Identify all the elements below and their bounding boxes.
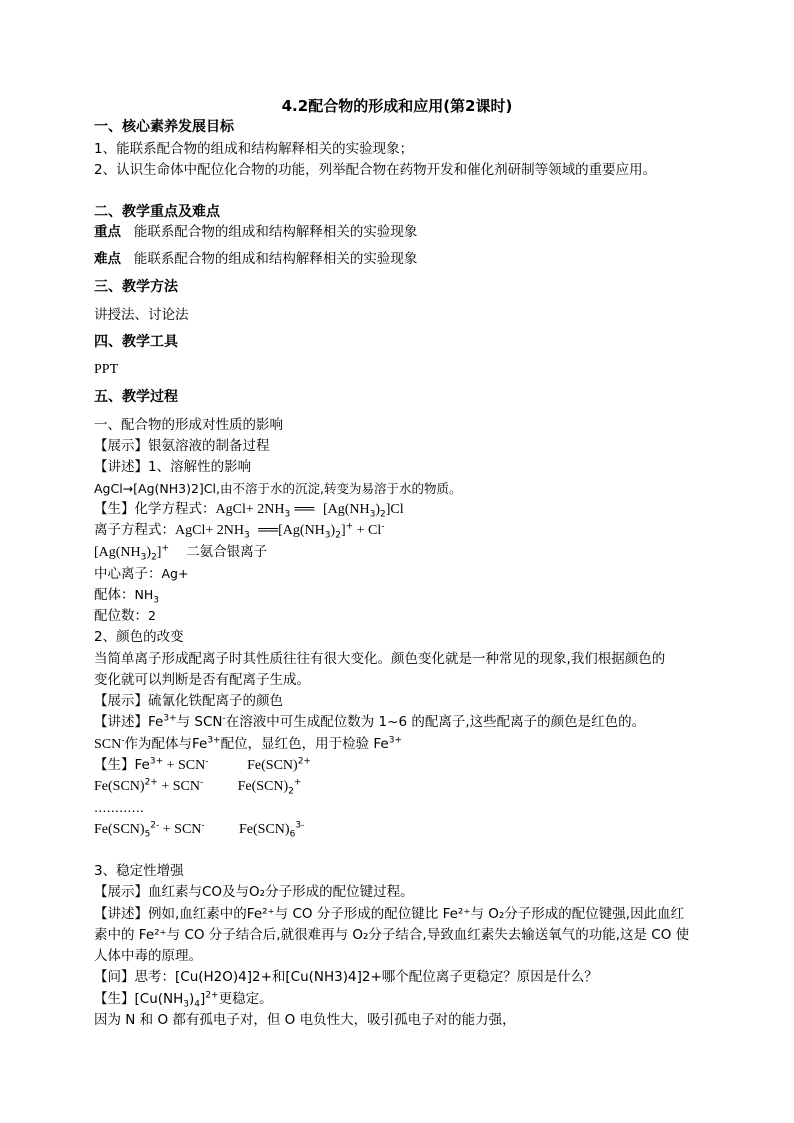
equation-part: Fe(SCN) (94, 779, 145, 794)
paragraph: 【展示】银氨溶液的制备过程 (94, 438, 270, 454)
paragraph: 【问】思考：[Cu(H2O)4]2+和[Cu(NH3)4]2+哪个配位离子更稳定？原因是什么？ (94, 969, 598, 985)
text-part: 更稳定。 (218, 991, 273, 1007)
equation-product: [Ag(NH (278, 523, 325, 538)
center-ion-line (94, 565, 188, 583)
equation-part: + SCN (159, 822, 202, 837)
text-part: 作为配体与Fe (124, 736, 208, 752)
difficulty-line (94, 250, 417, 268)
difficulty-label: 难点 (94, 251, 121, 267)
complex-ion-formula: [Ag(NH (94, 545, 141, 560)
paragraph: 3、稳定性增强 (94, 863, 184, 879)
paragraph: 讲授法、讨论法 (94, 307, 189, 323)
ellipsis: ………… (94, 800, 144, 815)
equation-part: Fe(SCN) (237, 779, 289, 794)
equation-prefix: 离子方程式： (94, 522, 175, 538)
equation-arrow: ══ (294, 502, 315, 517)
equation-product-part: ) (375, 502, 380, 517)
key-point-label: 重点 (94, 224, 121, 240)
equation-part: Fe(SCN) (94, 822, 145, 837)
equation-prefix: 【生】化学方程式： (94, 501, 216, 517)
text-part: 【讲述】Fe (94, 714, 164, 730)
paragraph: 【讲述】1、溶解性的影响 (94, 459, 252, 475)
section-heading: 四、教学工具 (94, 334, 178, 350)
complex-ion-part: ) (146, 545, 152, 560)
text-part: 【生】[Cu(NH (94, 991, 184, 1007)
chemical-equation: 【生】化学方程式：AgCl+ $2NH_3$ ══ $[Ag(NH_3)_2]Cl$ (94, 501, 404, 520)
paragraph: 人体中毒的原理。 (94, 948, 202, 964)
complex-ion-line: $[Ag(NH_3)_2]^+$ 二氨合银离子 (94, 543, 268, 563)
key-point-text: 能联系配合物的组成和结构解释相关的实验现象 (133, 224, 418, 240)
ionic-equation: 离子方程式：AgCl+ $2NH_3$ $══[Ag(NH_3)_2]^+ + Cl^-$ (94, 521, 385, 541)
paragraph: 【讲述】例如,血红素中的Fe²⁺与 CO 分子形成的配位键比 Fe²⁺与 O₂分子形成的配位键强,因此血红 (94, 906, 685, 922)
paragraph: SCN-作为配体与$Fe^{3+}$配位，显红色，用于检验 $Fe^{3+}$ (94, 735, 403, 752)
equation-part: Fe(SCN) (247, 758, 298, 773)
text-part: 在溶液中可生成配位数为 1~6 的配离子,这些配离子的颜色是红色的。 (225, 714, 646, 730)
key-point-line (94, 223, 417, 241)
text-part: 配位，显红色，用于检验 Fe (220, 736, 389, 752)
paragraph: 因为 N 和 O 都有孤电子对，但 O 电负性大，吸引孤电子对的能力强， (94, 1012, 516, 1028)
equation-reactants: AgCl+ 2NH (175, 523, 244, 538)
coordination-number-line (94, 607, 156, 625)
coordination-number-value: 2 (148, 608, 156, 623)
paragraph: AgCl→[Ag(NH3)2]Cl,由不溶于水的沉淀,转变为易溶于水的物质。 (94, 481, 462, 496)
iron-equation-2: Fe(SCN)$^{2+}$ + SCN- $Fe(SCN)_2^+$ (94, 777, 302, 797)
text-part: ] (200, 991, 206, 1007)
equation-part: + SCN (157, 779, 200, 794)
section-heading: 二、教学重点及难点 (94, 204, 220, 220)
equation-product-part: ] (340, 523, 346, 538)
equation-product: [Ag(NH (322, 502, 370, 517)
equation-product-part: ) (330, 523, 336, 538)
section-heading: 一、核心素养发展目标 (94, 119, 234, 135)
section-heading: 三、教学方法 (94, 279, 178, 295)
center-ion-label: 中心离子： (94, 566, 162, 582)
iron-equation-1: 【生】$Fe^{3+} + SCN^-$ Fe(SCN)$^{2+}$ (94, 756, 311, 773)
equation-part: Fe(SCN) (239, 822, 290, 837)
answer-line: 【生】$[Cu(NH_3)_4]^{2+}$更稳定。 (94, 990, 273, 1010)
coordination-number-label: 配位数： (94, 608, 148, 624)
paragraph: 变化就可以判断是否有配离子生成。 (94, 672, 310, 688)
equation-product-part: ]Cl (385, 502, 404, 517)
ligand-line: 配体：$NH_3$ (94, 587, 159, 606)
section-heading: 五、教学过程 (94, 389, 178, 405)
equation-product-part: + Cl (353, 523, 382, 538)
text-part: SCN (94, 737, 122, 752)
paragraph: PPT (94, 362, 119, 377)
center-ion-value: Ag+ (161, 566, 189, 581)
paragraph: 2、认识生命体中配位化合物的功能，列举配合物在药物开发和催化剂研制等领域的重要应用。 (94, 162, 657, 178)
equation-reactants: AgCl+ 2NH (215, 502, 285, 517)
ligand-label: 配体： (94, 587, 135, 603)
complex-ion-part: ] (156, 545, 162, 560)
paragraph: 当简单离子形成配离子时其性质往往有很大变化。颜色变化就是一种常见的现象,我们根据颜色的 (94, 651, 666, 667)
document-title: 4.2配合物的形成和应用(第2课时) (281, 97, 513, 115)
paragraph: 2、颜色的改变 (94, 629, 184, 645)
paragraph: 【展示】血红素与CO及与O₂分子形成的配位键过程。 (94, 884, 414, 900)
equation-part: + SCN (163, 758, 206, 773)
equation-arrow: ══ (258, 523, 279, 538)
paragraph: 【讲述】$Fe^{3+}$与 SCN-在溶液中可生成配位数为 1~6 的配离子,这些配离子的颜色是红色的。 (94, 713, 646, 730)
paragraph: 1、能联系配合物的组成和结构解释相关的实验现象； (94, 141, 414, 157)
text-part: 与 SCN (176, 714, 223, 730)
complex-ion-name: 二氨合银离子 (186, 544, 268, 560)
paragraph: 一、配合物的形成对性质的影响 (94, 417, 283, 433)
equation-part: 【生】Fe (94, 757, 150, 773)
difficulty-text: 能联系配合物的组成和结构解释相关的实验现象 (133, 251, 418, 267)
paragraph: 【展示】硫氰化铁配离子的颜色 (94, 693, 283, 709)
iron-equation-3: $Fe(SCN)_5^{2-} + SCN^-$ $Fe(SCN)_6^{3-}$ (94, 820, 305, 840)
paragraph: 素中的 Fe²⁺与 CO 分子结合后,就很难再与 O₂分子结合,导致血红素失去输送氧气的功能,这是 CO 使 (94, 927, 690, 943)
ligand-value: NH (134, 587, 154, 602)
text-part: ) (189, 991, 195, 1007)
